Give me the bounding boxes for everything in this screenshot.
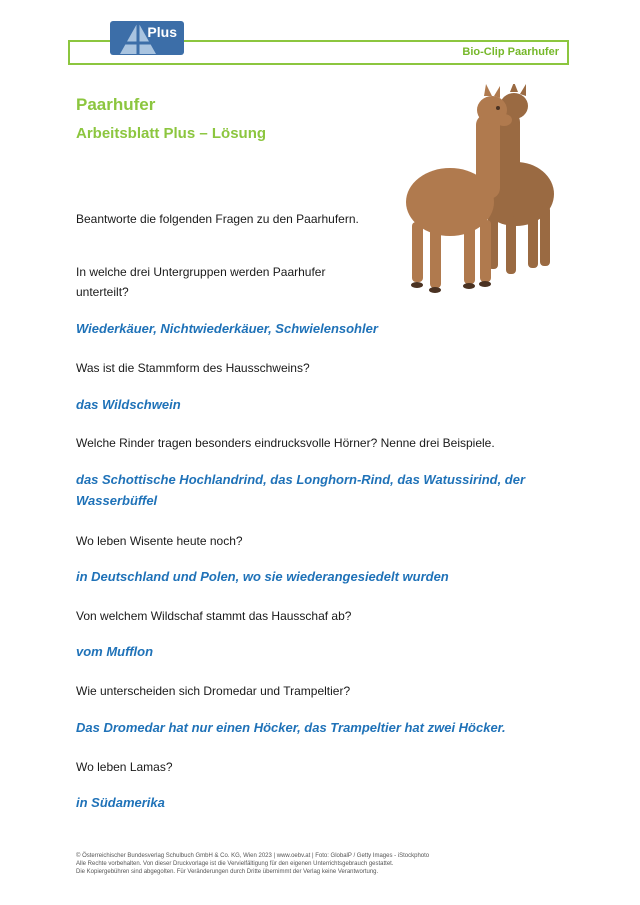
page-title: Paarhufer xyxy=(76,95,156,114)
question-6: Wie unterscheiden sich Dromedar und Trampeltier? xyxy=(76,684,351,698)
footer xyxy=(76,852,596,876)
question-2: Was ist die Stammform des Hausschweins? xyxy=(76,361,310,375)
footer-line-2: Alle Rechte vorbehalten. Von dieser Druckvorlage ist die Vervielfältigung für den eigenen Unterrichtsgebrauch gestattet. xyxy=(76,861,394,867)
question-1: In welche drei Untergruppen werden Paarhufer unterteilt? xyxy=(76,265,326,299)
logo-text: Plus xyxy=(147,24,177,40)
alpaca-photo xyxy=(388,84,563,294)
plus-logo xyxy=(110,21,184,55)
header-title: Bio-Clip Paarhufer xyxy=(462,46,559,58)
footer-line-3: Die Kopiergebühren sind abgegolten. Für Veränderungen durch Dritte übernimmt der Verlag keine Verantwortung. xyxy=(76,869,379,875)
question-4: Wo leben Wisente heute noch? xyxy=(76,534,243,548)
answer-1: Wiederkäuer, Nichtwiederkäuer, Schwielensohler xyxy=(76,321,378,336)
answer-5: vom Mufflon xyxy=(76,644,154,659)
question-5: Von welchem Wildschaf stammt das Hausschaf ab? xyxy=(76,609,352,623)
question-7: Wo leben Lamas? xyxy=(76,760,173,774)
answer-2: das Wildschwein xyxy=(76,397,181,412)
page-subtitle: Arbeitsblatt Plus – Lösung xyxy=(76,125,267,142)
answer-6: Das Dromedar hat nur einen Höcker, das Trampeltier hat zwei Höcker. xyxy=(76,720,506,735)
answer-4: in Deutschland und Polen, wo sie wiederangesiedelt wurden xyxy=(76,569,449,584)
answer-3: das Schottische Hochlandrind, das Longhorn-Rind, das Watussirind, der Wasserbüffel xyxy=(76,472,526,508)
intro-text: Beantworte die folgenden Fragen zu den Paarhufern. xyxy=(76,212,359,226)
footer-line-1: © Österreichischer Bundesverlag Schulbuch GmbH & Co. KG, Wien 2023 | www.oebv.at | Foto: GlobalP / Getty Images - iStockphoto xyxy=(76,853,430,859)
question-3: Welche Rinder tragen besonders eindrucksvolle Hörner? Nenne drei Beispiele. xyxy=(76,436,495,450)
answer-7: in Südamerika xyxy=(76,795,165,810)
